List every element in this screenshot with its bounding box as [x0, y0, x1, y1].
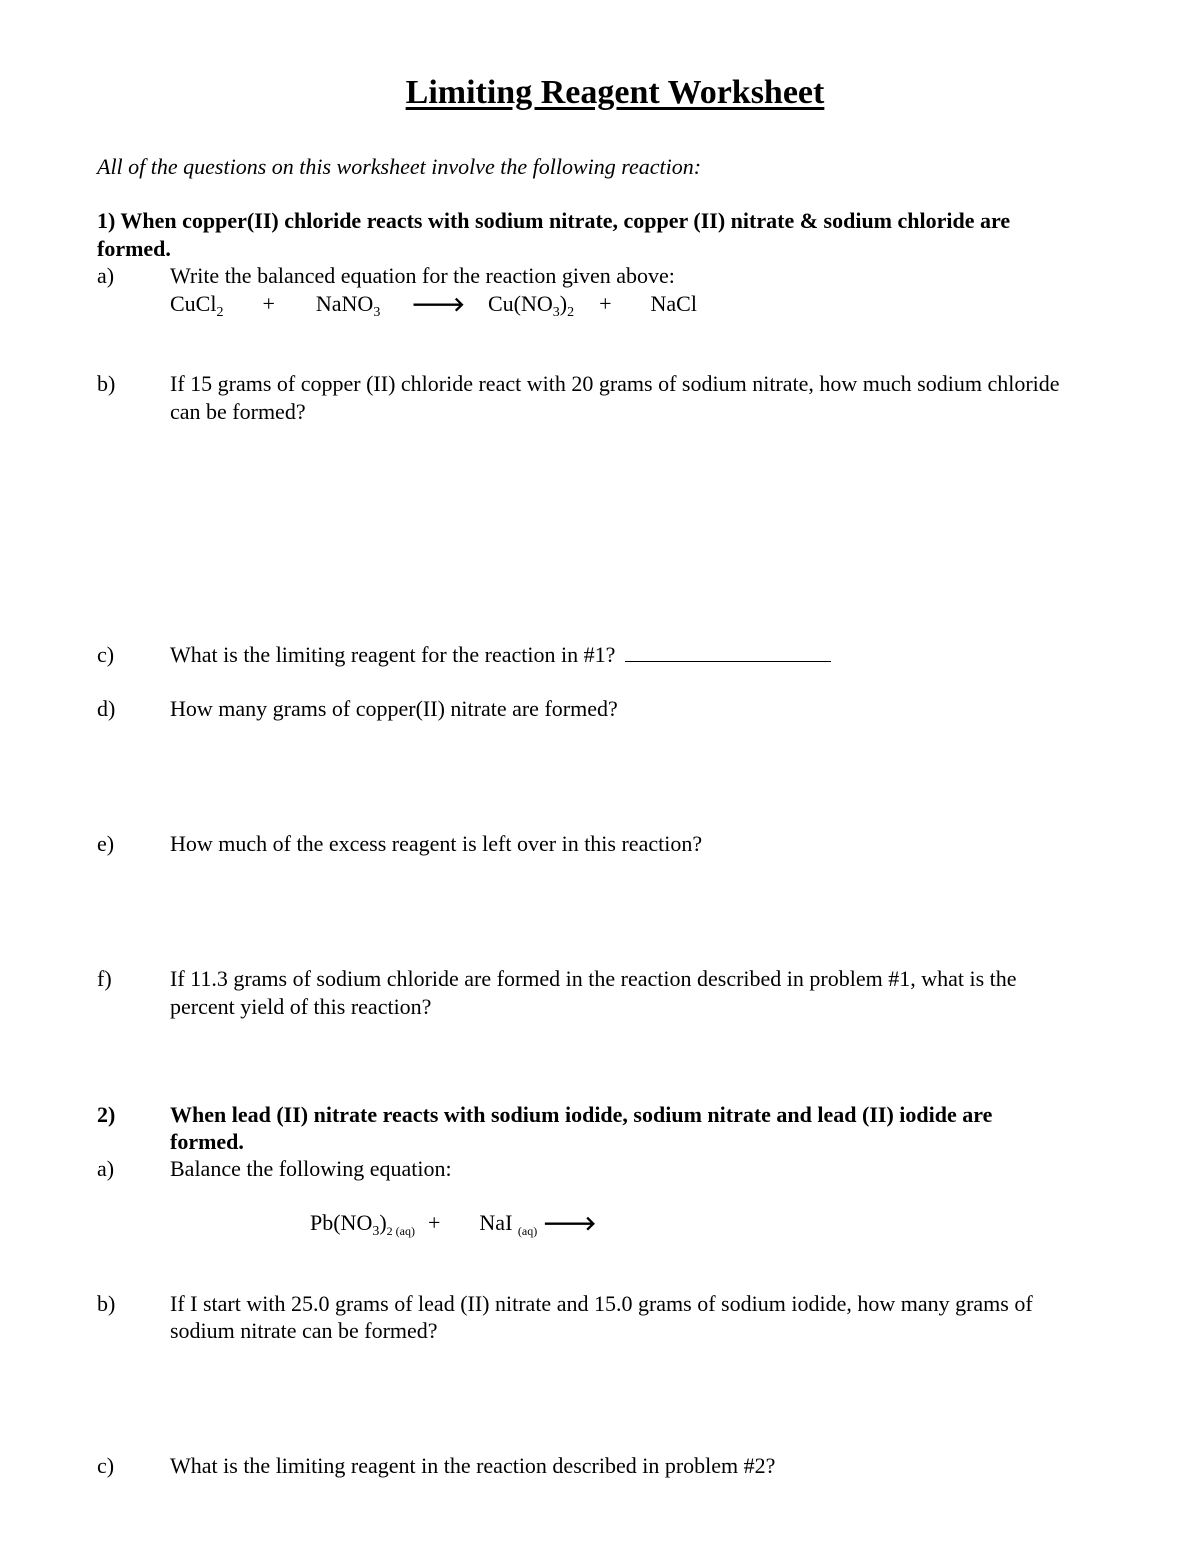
- eq1-product-1: $Cu(NO_3)_2$: [487, 291, 575, 320]
- q1c-question: [170, 641, 831, 669]
- q1b-line2: can be formed?: [170, 399, 306, 424]
- eq1-product-2: NaCl: [650, 291, 697, 316]
- q1e-letter: e): [97, 831, 115, 856]
- q1f-line1: If 11.3 grams of sodium chloride are formed in the reaction described in problem #1, what is the: [170, 966, 1017, 991]
- reaction-arrow-icon: 🡒: [411, 292, 465, 316]
- q2b-letter: b): [97, 1291, 116, 1316]
- q2b-line2: sodium nitrate can be formed?: [170, 1318, 438, 1343]
- q1d-letter: d): [97, 696, 116, 721]
- answer-blank-line[interactable]: [625, 660, 831, 662]
- q2b-line1: If I start with 25.0 grams of lead (II) nitrate and 15.0 grams of sodium iodide, how many grams of: [170, 1291, 1033, 1316]
- q1b-line1: If 15 grams of copper (II) chloride react with 20 grams of sodium nitrate, how much sodium chloride: [170, 371, 1060, 396]
- question-1-header-line2: formed.: [97, 236, 171, 261]
- reaction-arrow-icon: 🡒: [542, 1211, 597, 1235]
- page-title: Limiting Reagent Worksheet: [405, 74, 825, 111]
- q2a-equation: [310, 1209, 596, 1237]
- eq1-plus-2: +: [599, 291, 612, 316]
- q2a-text: Balance the following equation:: [170, 1156, 452, 1181]
- q1f-line2: percent yield of this reaction?: [170, 994, 432, 1019]
- question-2-header-line1: When lead (II) nitrate reacts with sodium iodide, sodium nitrate and lead (II) iodide are: [170, 1102, 993, 1127]
- eq2-plus: +: [428, 1210, 441, 1235]
- eq2-reactant-2: NaI $_{(aq)}$: [479, 1210, 538, 1238]
- q1c-text: What is the limiting reagent for the reaction in #1?: [170, 642, 616, 667]
- q1e-text: How much of the excess reagent is left over in this reaction?: [170, 831, 703, 856]
- q2c-text: What is the limiting reagent in the reaction described in problem #2?: [170, 1453, 776, 1478]
- q1a-text: Write the balanced equation for the reaction given above:: [170, 263, 675, 288]
- q1f-letter: f): [97, 966, 112, 991]
- eq1-reactant-1: CuCl$_2$: [170, 291, 224, 320]
- intro-text: All of the questions on this worksheet involve the following reaction:: [97, 154, 702, 179]
- q1a-equation: [170, 290, 697, 318]
- question-2-header-line2: formed.: [170, 1129, 244, 1154]
- q1d-text: How many grams of copper(II) nitrate are formed?: [170, 696, 618, 721]
- eq1-reactant-2: NaNO$_3$: [315, 291, 381, 320]
- eq2-reactant-1: $Pb(NO_3)_{2 (aq)}$: [310, 1210, 415, 1239]
- q1a-letter: a): [97, 263, 115, 288]
- eq1-plus-1: +: [262, 291, 275, 316]
- question-2-number: 2): [97, 1102, 116, 1127]
- q2c-letter: c): [97, 1453, 115, 1478]
- q1c-letter: c): [97, 642, 115, 667]
- q2a-letter: a): [97, 1156, 115, 1181]
- q1b-letter: b): [97, 371, 116, 396]
- question-1-header-line1: 1) When copper(II) chloride reacts with sodium nitrate, copper (II) nitrate & sodium chloride are: [97, 208, 1011, 233]
